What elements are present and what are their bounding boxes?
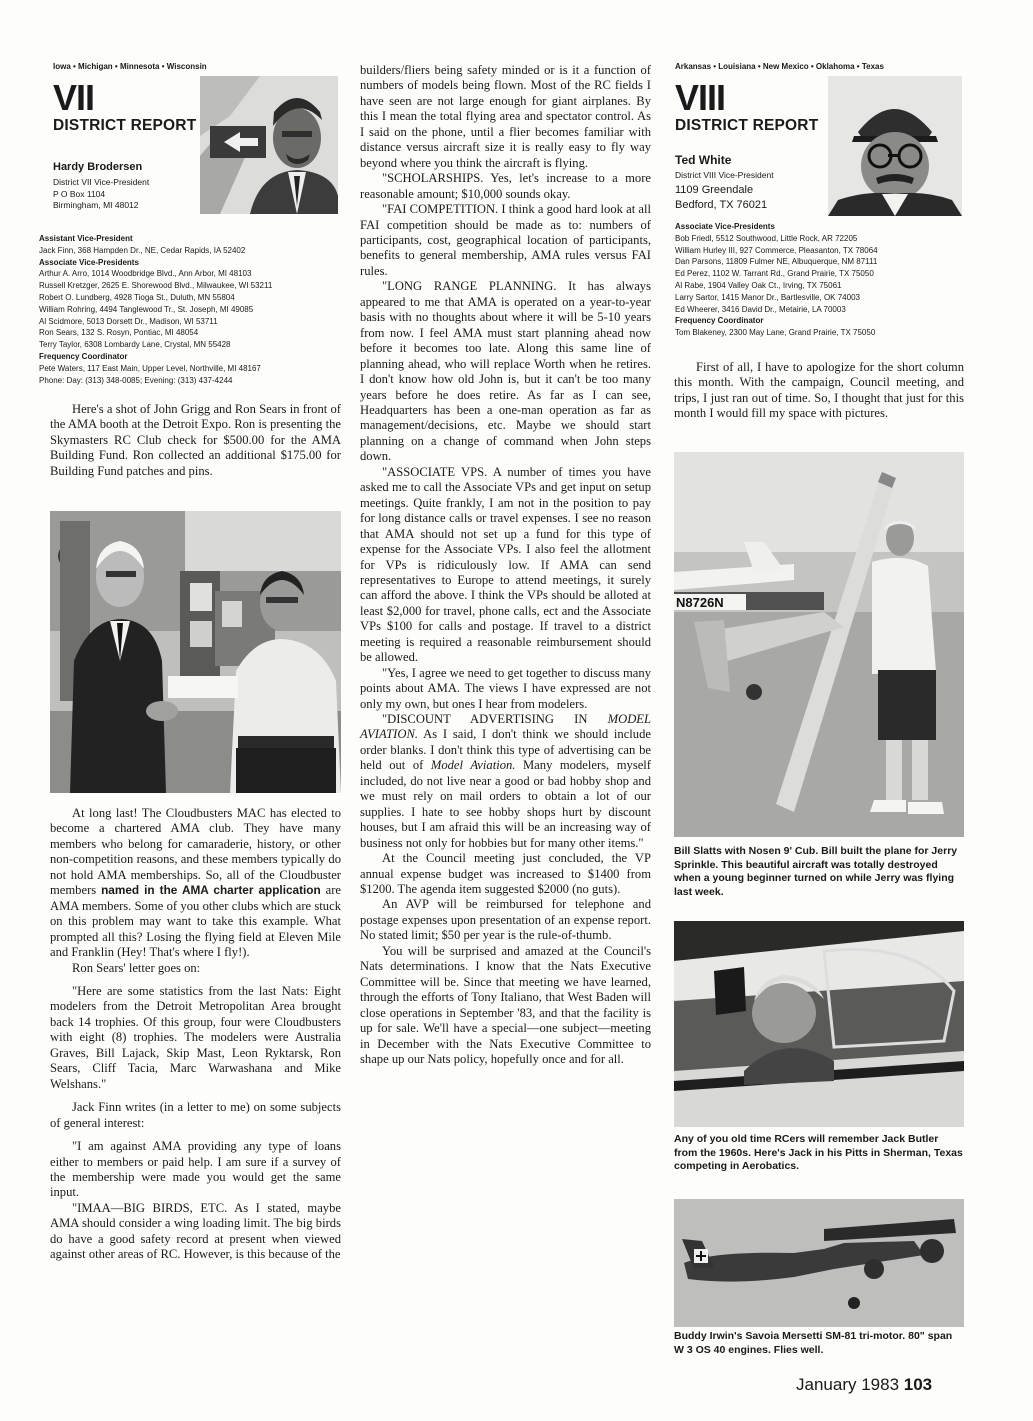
- district-viii-staff-list: Associate Vice-Presidents Bob Friedl, 5512 Southwood, Little Rock, AR 72205 William Hurley III, 927 Commerce, Pleasanton, TX 78064 Dan Parsons, 11809 Fulmer NE, Albuquerque, NM 87111 Ed Perez, 1102 W. Tarrant Rd., Grand Prairie, TX 75050 Al Rabe, 1904 Valley Oak Ct., Irving, TX 75061 Larry Sartor, 1415 Manor Dr., Bartlesville, OK 74003 Ed Wheerer, 3416 David Dr., Metairie, LA 70003 Frequency Coordinator Tom Blakeney, 2300 May Lane, Grand Prairie, TX 75050: [675, 222, 878, 338]
- district-viii-states: Arkansas • Louisiana • New Mexico • Oklahoma • Texas: [675, 62, 884, 71]
- district-vii-vp-name: Hardy Brodersen: [53, 161, 143, 173]
- district-viii-vp-address: 1109 Greendale Bedford, TX 76021: [675, 184, 768, 211]
- column2-body: builders/fliers being safety minded or is it a function of numbers of models being flown. Most of the RC fields I have seen are not large enough for giant airplanes. By this I mean the total flying area and spectator control. As I said on the phone, until a flier becomes familiar with distance versus aircraft size it is really easy to fly way beyond where you think the aircraft is flying. "SCHOLARSHIPS. Yes, let's increase to a more reasonable amount; $10,000 sounds okay. "FAI COMPETITION. I think a good hard look at all FAI competition should be made as to: numbers of participants, cost, geographical location of participants, benefits to general membership, AMA rules versus FAI rules. "LONG RANGE PLANNING. It has always appeared to me that AMA is operated on a year-to-year basis with no thoughts about where it will be 5-10 years from now. I feel AMA must start planning ahead now before it becomes too late. Along this same line of planning ahead, who will replace Worth when he retires. I don't know how old John is, but it can't be too many years before he does retire. As far as I can see, Headquarters has been a one-man operation as far as management/decisions, etc. Maybe we should start planning on a change of command when John steps down. "ASSOCIATE VPS. A number of times you have asked me to call the Associate VPs and get input on setup meetings. Quite frankly, I am not in the position to pay for long distance calls or travel expenses. I see no reason that AMA should not set up a fund for this type of expense for the Associate VPs. I also feel the allotment for VPs is ridiculously low. If AMA can send representatives to Europe to attend meetings, it surely can afford the above. I think the VPs should be alloted at least $2,000 for travel, phone calls, ect and the Associate VPs $100 for calls and postage. If travel to a district meeting is required a reasonable reimbursement should be allowed. "Yes, I agree we need to get together to discuss many points about AMA. The views I have expressed are not only my own, but ones I hear from modelers. "DISCOUNT ADVERTISING IN MODEL AVIATION. As I said, I don't think we should include order blanks. I don't think this type of advertising can be held out of Model Aviation. Many modelers, myself included, do not live near a good or bad hobby shop and we must rely on mail orders to obtain a lot of our supplies. I hate to see hobby shops hurt by discount houses, but I am afraid this will be an increasing way of business not only for hobbies but for many other items." At the Council meeting just concluded, the VP annual expense budget was increased to $1400 from $1200. The agenda item suggested $2000 (no guts). An AVP will be reimbursed for telephone and postage expenses upon presentation of an expense report. No stated limit; $50 per year is the rule-of-thumb. You will be surprised and amazed at the Council's Nats determinations. I know that the Nats Executive Committee will be. Since that meeting we have learned, through the efforts of Tony Italiano, that West Baden will close operations in September '83, and that the facility is up for sale. We'll have a special—one subject—meeting in December with the Nats Executive Committee to shape up our Nats policy, hopefully once and for all.: [360, 63, 651, 1066]
- district-vii-vp-address: District VII Vice-President P O Box 1104 Birmingham, MI 48012: [53, 177, 150, 210]
- column1-body: At long last! The Cloudbusters MAC has elected to become a chartered AMA club. They have many members who belong for camaraderie, history, or other non-competition reasons, and these members typically do not hold AMA memberships. So, all of the Cloudbuster members named in the AMA charter application are AMA members. Some of you other clubs which are stuck on this problem may want to take this example. What prompted all this? Losing the flying field at Eleven Mile and Franklin (Hey! That's where I fly!). Ron Sears' letter goes on: "Here are some statistics from the last Nats: Eight modelers from the Detroit Metropolitan Area brought back 14 trophies. Of this group, four were Cloudbusters with eight (8) trophies. The modelers were Australia Graves, Bill Lajack, Skip Mast, Leon Ryktarsk, Ron Sears, Cliff Tacia, Marc Warwashana and Mike Welshans." Jack Finn writes (in a letter to me) on some subjects of general interest: "I am against AMA providing any type of loans either to members or paid help. I am sure if a survey of the membership were made you would get the same input. "IMAA—BIG BIRDS, ETC. As I stated, maybe AMA should consider a wing loading limit. The big birds do have a good safety record at present when viewed against other areas of RC. However, is this because of the: [50, 806, 341, 1262]
- issue-date: January 1983: [796, 1375, 900, 1394]
- savoia-sm81-photo: [674, 1199, 964, 1327]
- cub-registration: N8726N: [676, 595, 724, 610]
- pitts-photo-caption: Any of you old time RCers will remember Jack Butler from the 1960s. Here's Jack in his Pitts in Sherman, Texas competing in Aerobatics.: [674, 1133, 963, 1172]
- hardy-brodersen-portrait: [200, 76, 338, 214]
- cub-photo-caption: Bill Slatts with Nosen 9' Cub. Bill built the plane for Jerry Sprinkle. This beautiful aircraft was totally destroyed when a young beginner turned on while Jerry was flying last week.: [674, 845, 958, 898]
- district-viii-heading: DISTRICT REPORT: [675, 117, 819, 134]
- district-vii-states: Iowa • Michigan • Minnesota • Wisconsin: [53, 62, 207, 71]
- district-viii-vp-name: Ted White: [675, 153, 732, 167]
- page-footer: [796, 1375, 932, 1395]
- column1-intro: Here's a shot of John Grigg and Ron Sears in front of the AMA booth at the Detroit Expo. Ron is presenting the Skymasters RC Club check for $500.00 for the AMA Building Fund. Ron collected an additional $175.00 for Building Fund patches and pins.: [50, 402, 341, 478]
- page-number: 103: [903, 1375, 933, 1394]
- savoia-photo-caption: Buddy Irwin's Savoia Mersetti SM-81 tri-motor. 80" span W 3 OS 40 engines. Flies well.: [674, 1330, 953, 1356]
- district-viii-number: VIII: [675, 77, 726, 118]
- ted-white-portrait: [828, 76, 962, 216]
- grigg-sears-photo: [50, 511, 341, 793]
- column3-intro: First of all, I have to apologize for the short column this month. With the campaign, Council meeting, and trips, I just ran out of time. So, I thought that just for this month I would fill my space with pictures.: [674, 360, 964, 421]
- district-vii-staff-list: Assistant Vice-President Jack Finn, 368 Hampden Dr., NE, Cedar Rapids, IA 52402 Associate Vice-Presidents Arthur A. Arro, 1014 Woodbridge Blvd., Ann Arbor, MI 48103 Russell Kretzger, 2625 E. Shorewood Blvd., Milwaukee, WI 53211 Robert O. Lundberg, 4928 Tioga St., Duluth, MN 55804 William Rohring, 4494 Tanglewood Tr., St. Joseph, MI 49085 Al Scidmore, 5013 Dorsett Dr., Madison, WI 53711 Ron Sears, 132 S. Rosyn, Pontiac, MI 48054 Terry Taylor, 6308 Lombardy Lane, Crystal, MN 55428 Frequency Coordinator Pete Waters, 117 East Main, Upper Level, Northville, MI 48167 Phone: Day: (313) 348-0085; Evening: (313) 437-4244: [39, 234, 273, 385]
- district-vii-heading: DISTRICT REPORT: [53, 117, 197, 134]
- jack-butler-pitts-photo: [674, 921, 964, 1127]
- nosen-cub-photo: [674, 452, 964, 837]
- district-viii-vp-title: District VIII Vice-President: [675, 170, 774, 180]
- district-vii-number: VII: [53, 77, 95, 118]
